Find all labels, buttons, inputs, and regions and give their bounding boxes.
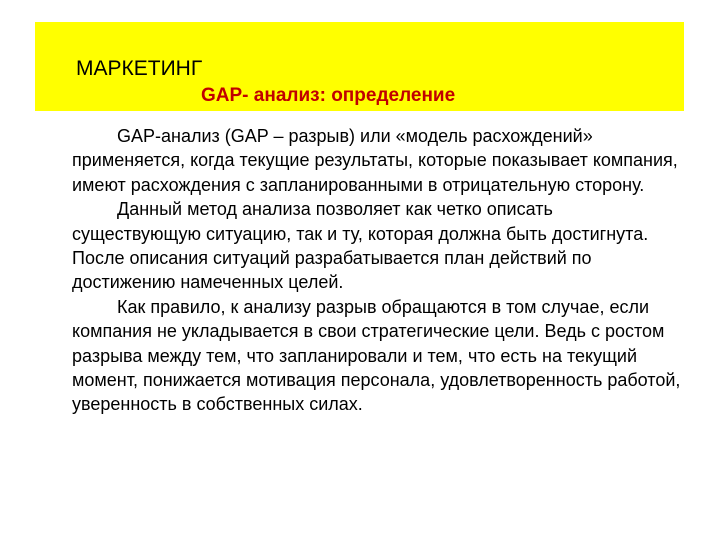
- slide-title: МАРКЕТИНГ: [76, 57, 203, 80]
- paragraph-method: Данный метод анализа позволяет как четко описать существующую ситуацию, так и ту, которая должна быть достигнута. После описания ситуаций разрабатывается план действий по достижению намеченных целей.: [72, 199, 649, 293]
- paragraph-usage: Как правило, к анализу разрыв обращаются в том случае, если компания не укладывается в свои стратегические цели. Ведь с ростом разрыва между тем, что запланировали и тем, что есть на текущий момент, понижается мотивация персонала, удовлетворенность работой, уверенность в собственных силах.: [72, 296, 681, 415]
- paragraph-definition: GAP-анализ (GAP – разрыв) или «модель расхождений» применяется, когда текущие результаты, которые показывает компания, имеют расхождения с запланированными в отрицательную сторону.: [72, 126, 678, 195]
- slide-subtitle: GAP- анализ: определение: [201, 85, 456, 106]
- slide-body: [72, 124, 684, 417]
